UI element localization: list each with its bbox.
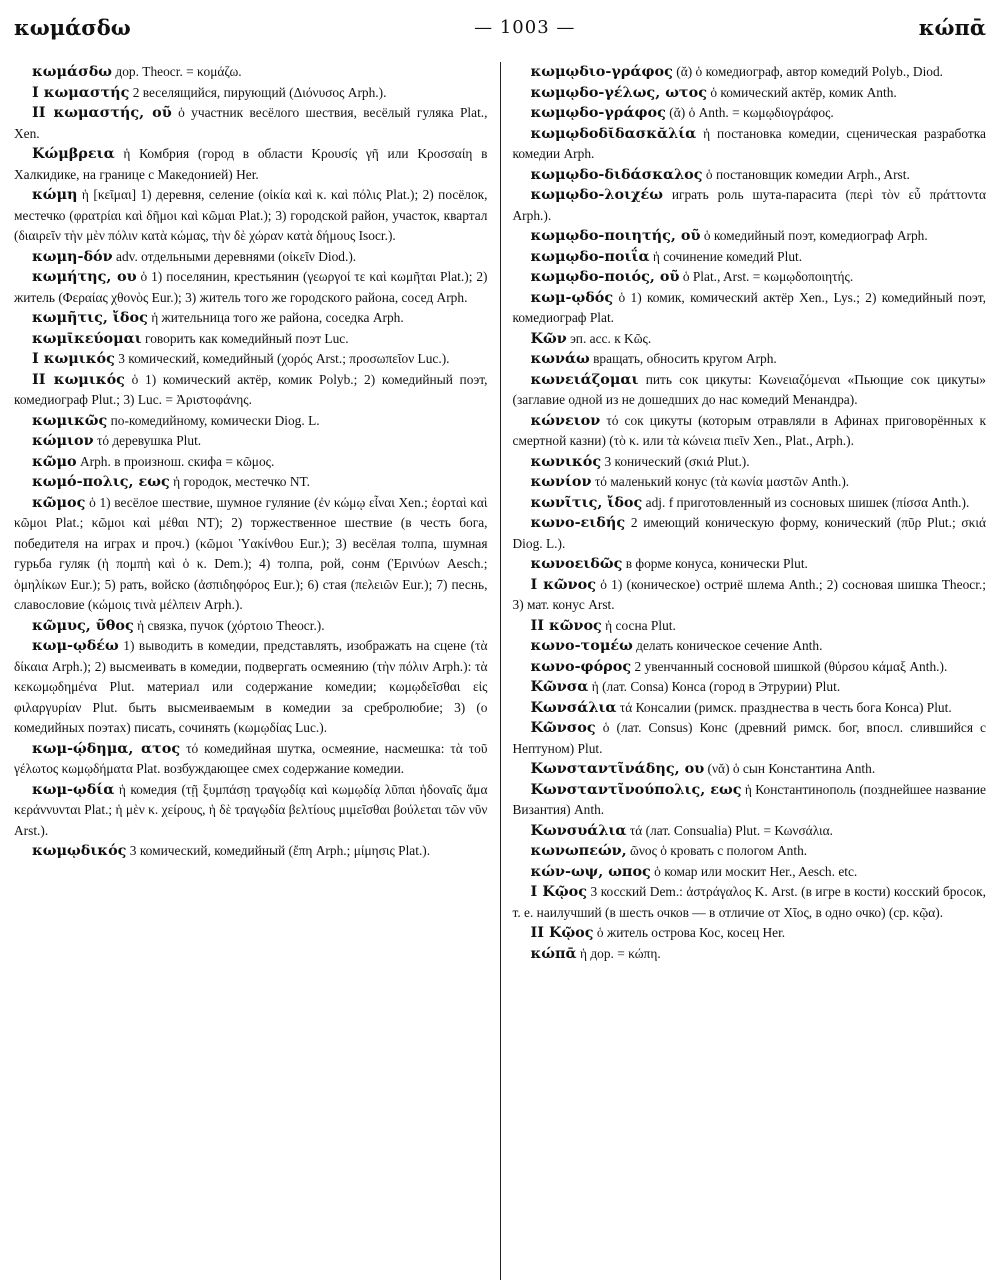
entry-headword: κώμη <box>32 186 78 203</box>
dictionary-entry <box>513 759 987 780</box>
dictionary-entry <box>513 841 987 862</box>
entry-headword: κωνικός <box>530 452 602 470</box>
dictionary-entry <box>513 821 987 842</box>
entry-definition: делать коническое сечение Anth. <box>636 638 823 653</box>
entry-headword: κωνο-τομέω <box>530 637 633 654</box>
dictionary-entry <box>513 267 987 288</box>
dictionary-entry <box>513 349 987 370</box>
dictionary-entry <box>513 165 987 186</box>
entry-headword: Κῶνσα <box>530 678 589 695</box>
entry-headword: Κωνσταντῖνούπολις, εως <box>530 780 742 798</box>
dictionary-entry <box>513 862 987 883</box>
entry-headword: κωμῳδο-λοιχέω <box>530 186 663 203</box>
dictionary-entry <box>513 616 987 637</box>
entry-headword: κωμῳδο-γέλως, ωτος <box>530 83 707 101</box>
dictionary-entry <box>14 329 488 350</box>
dictionary-entry <box>513 247 987 268</box>
entry-headword: κωνωπεών, <box>530 842 627 859</box>
entry-definition: ἡ сосна Plut. <box>605 617 676 633</box>
entry-headword: κών-ωψ, ωπος <box>530 862 651 880</box>
dictionary-entry <box>513 698 987 719</box>
entry-headword: κωμῳδο-ποιητής, οῦ <box>530 227 701 244</box>
dictionary-entry <box>513 554 987 575</box>
dictionary-entry <box>513 677 987 698</box>
dictionary-entry <box>513 411 987 452</box>
entry-headword: κωνῖτις, ἴδος <box>530 493 643 511</box>
entry-headword: Κῶνσος <box>530 719 596 736</box>
dictionary-entry <box>513 370 987 411</box>
entry-definition: Arph. в произнош. скифа = κῶμος. <box>79 453 275 469</box>
entry-headword: Κωνσταντῖνάδης, ου <box>530 760 705 777</box>
entry-headword: II κωμαστής, οῦ <box>32 104 172 121</box>
entry-headword: κώπᾱ <box>530 944 577 962</box>
entry-headword: κωνάω <box>530 350 590 367</box>
entry-definition: ἡ постановка комедии, сценическая разработка комедии Arph. <box>512 125 986 161</box>
entry-definition: adj. f приготовленный из сосновых шишек (πίσσα Anth.). <box>645 494 970 510</box>
entry-definition: ἡ [κεῖμαι] 1) деревня, селение (οἰκία καὶ κ. καὶ πόλις Plat.); 2) посёлок, местечко (φρατρίαι καὶ δῆμοι καὶ κῶμαι Plat.); 3) городской район, участок, квартал (διαιρεῖν τὴν μὲν πόλιν κατὰ κώμας, τὴν δὲ χώραν κατὰ δήμους Isocr.). <box>14 187 488 243</box>
entry-definition: ἡ жительница того же района, соседка Arph. <box>151 310 404 325</box>
entry-headword: Κωνσυάλια <box>530 821 627 839</box>
dictionary-entry <box>14 103 488 144</box>
dictionary-entry <box>14 83 488 104</box>
entry-definition: ὁ 1) комический актёр, комик Polyb.; 2) комедийный поэт, комедиограф Plut.; 3) Luc. = Ἀριστοφάνης. <box>14 371 488 407</box>
entry-headword: κωμ-ῳδός <box>530 288 614 306</box>
dictionary-entry <box>14 739 488 780</box>
dictionary-entry <box>14 247 488 268</box>
dictionary-entry <box>513 513 987 554</box>
entry-headword: Κώμβρεια <box>32 145 115 162</box>
entry-headword: κωνο-φόρος <box>530 657 632 675</box>
entry-definition: ὁ постановщик комедии Arph., Arst. <box>705 166 910 182</box>
entry-definition: (ᾰ) ὁ комедиограф, автор комедий Polyb., Diod. <box>676 64 944 79</box>
dictionary-entry <box>14 267 488 308</box>
dictionary-entry <box>513 780 987 821</box>
entry-headword: κωμῳδιο-γράφος <box>530 63 673 80</box>
dictionary-entry <box>14 349 488 370</box>
entry-definition: τό сок цикуты (которым отравляли в Афинах приговорённых к смертной казни) (τὸ κ. или τὰ κώνεια πιεῖν Xen., Plat., Arph.). <box>512 412 986 448</box>
dictionary-entry <box>513 493 987 514</box>
dictionary-entry <box>513 329 987 350</box>
dictionary-entry <box>513 923 987 944</box>
entry-headword: κωνειάζομαι <box>530 370 639 388</box>
entry-headword: κῶμυς, ῦθος <box>32 616 134 634</box>
entry-definition: пить сок цикуты: Κωνειαζόμεναι «Пьющие сок цикуты» (заглавие одной из не дошедших до нас комедий Менандра). <box>512 371 986 407</box>
entry-headword: κωμήτης, ου <box>32 268 137 285</box>
dictionary-entry <box>513 185 987 226</box>
entry-definition: τό деревушка Plut. <box>96 433 202 448</box>
entry-definition: ἡ (лат. Consa) Конса (город в Этрурии) Plut. <box>591 679 841 694</box>
dictionary-entry <box>14 185 488 247</box>
dictionary-entry <box>14 616 488 637</box>
entry-definition: говорить как комедийный поэт Luc. <box>145 330 349 346</box>
dictionary-entry <box>513 62 987 83</box>
entry-definition: τό маленький конус (τὰ κωνία μαστῶν Anth.). <box>594 474 850 489</box>
dictionary-entry <box>513 944 987 965</box>
entry-definition: ὁ участник весёлого шествия, весёлый гуляка Plat., Xen. <box>14 105 488 141</box>
entry-headword: κωμῳδο-γράφος <box>530 104 666 121</box>
entry-headword: κωμῑκεύομαι <box>32 329 142 347</box>
entry-headword: κωμικῶς <box>32 411 108 429</box>
entry-headword: κῶμος <box>32 493 86 511</box>
entry-definition: по-комедийному, комически Diog. L. <box>110 412 320 428</box>
dictionary-entry <box>14 493 488 616</box>
entry-definition: дор. Theocr. = κομάζω. <box>115 64 242 79</box>
dictionary-entry <box>14 62 488 83</box>
dictionary-entry <box>513 288 987 329</box>
entry-definition: 3 комический, комедийный (χορός Arst.; προσωπεῖον Luc.). <box>118 351 450 366</box>
dictionary-entry <box>14 636 488 739</box>
dictionary-entry <box>14 780 488 842</box>
entry-definition: ὁ 1) комик, комический актёр Xen., Lys.; 2) комедийный поэт, комедиограф Plat. <box>512 289 986 325</box>
entry-definition: ὁ житель острова Кос, косец Her. <box>596 925 786 940</box>
entry-headword: κωνο-ειδής <box>530 514 626 531</box>
entry-definition: ἡ комедия (τῇ ξυμπάσῃ τραγῳδίᾳ καὶ κωμῳδίᾳ λῦπαι ἡδοναῖς ἅμα κεράννυνται Plat.; ἡ μὲν κ. χείρους, ἡ δὲ τραγῳδία βελτίους μιμεῖσθαι βούλεται τῶν νῦν Arst.). <box>14 781 488 838</box>
dictionary-entry <box>513 83 987 104</box>
entry-headword: κωνίον <box>530 473 592 490</box>
entry-headword: κωμῆτις, ἴδος <box>32 309 148 326</box>
entry-headword: κῶμο <box>32 452 77 470</box>
dictionary-entry <box>14 431 488 452</box>
entry-definition: 3 косский Dem.: ἀστράγαλος Κ. Arst. (в игре в кости) косский бросок, т. е. наилучший (в шесть очков — в отличие от Χῖος, в одно очко) (ср. κῷα). <box>512 884 986 920</box>
entry-definition: ἡ Константинополь (позднейшее название Византия) Anth. <box>512 781 986 817</box>
entry-headword: κωμῳδικός <box>32 842 127 859</box>
entry-definition: τά (лат. Consualia) Plut. = Κωνσάλια. <box>629 822 833 838</box>
entry-definition: ὁ 1) (коническое) остриё шлема Anth.; 2) сосновая шишка Theocr.; 3) мат. конус Arst. <box>512 576 986 612</box>
entry-definition: ἡ сочинение комедий Plut. <box>652 248 803 264</box>
entry-definition: adv. отдельными деревнями (οἰκεῖν Diod.). <box>116 248 357 264</box>
dictionary-entry <box>513 124 987 165</box>
dictionary-entry <box>14 144 488 185</box>
dictionary-entry <box>14 841 488 862</box>
entry-headword: κωμ-ῳδία <box>32 780 115 798</box>
entry-headword: κώνειον <box>530 411 601 429</box>
entry-headword: II κῶνος <box>530 616 602 634</box>
entry-definition: играть роль шута-парасита (περὶ τὸν εὖ πράττοντα Arph.). <box>512 187 986 223</box>
entry-definition: ὁ комедийный поэт, комедиограф Arph. <box>703 228 928 243</box>
dictionary-entry <box>513 472 987 493</box>
dictionary-entry <box>14 370 488 411</box>
entry-definition: эп. acc. к Κῶς. <box>570 330 652 346</box>
entry-definition: ὁ комический актёр, комик Anth. <box>710 84 897 100</box>
entry-headword: κωμό-πολις, εως <box>32 473 170 490</box>
dictionary-entry <box>513 452 987 473</box>
entry-definition: ὁ комар или москит Her., Aesch. etc. <box>654 863 858 879</box>
left-running-headword: κωμάσδω <box>14 14 131 40</box>
entry-definition: τό комедийная шутка, осмеяние, насмешка: τὰ τοῦ γέλωτος κωμῳδήματα Plat. возбуждающее смех содержание комедии. <box>14 740 488 776</box>
entry-definition: ὁ 1) поселянин, крестьянин (γεωργοί τε καὶ κωμῆται Plat.); 2) житель (Φεραίας χθονὸς Eur.); 3) житель того же городского района, сосед Arph. <box>14 269 488 305</box>
dictionary-entry <box>513 657 987 678</box>
entry-definition: 3 конический (σκιά Plut.). <box>604 453 750 469</box>
entry-definition: ὁ (лат. Consus) Конс (древний римск. бог, впосл. слившийся с Нептуном) Plut. <box>512 720 986 756</box>
dictionary-entry <box>14 411 488 432</box>
dictionary-entry <box>14 308 488 329</box>
entry-headword: κωμ-ῳδέω <box>32 637 119 654</box>
entry-definition: ἡ городок, местечко NT. <box>173 474 311 489</box>
entry-headword: κώμιον <box>32 432 94 449</box>
dictionary-entry <box>513 575 987 616</box>
entry-definition: ὁ Plat., Arst. = κωμῳδοποιητής. <box>682 269 854 284</box>
entry-headword: κωνοειδῶς <box>530 555 623 572</box>
entry-definition: ῶνος ὁ кровать с пологом Anth. <box>630 843 808 858</box>
dictionary-entry <box>14 472 488 493</box>
entry-definition: ἡ связка, пучок (χόρτοιο Theocr.). <box>137 617 325 633</box>
entry-definition: 2 увенчанный сосновой шишкой (θύρσου κάμαξ Anth.). <box>634 658 948 674</box>
entry-definition: 1) выводить в комедии, представлять, изображать на сцене (τὰ δίκαια Arph.); 2) высмеивать в комедии, подвергать осмеянию (τὴν πόλιν Arph.): τὰ κεκωμῳδημένα Plut. материал или содержание комедии; κωμῳδεῖσθαι εἰς φιλαργυρίαν Plut. быть высмеиваемым в комедии за сребролюбие; 3) (о комедийных поэтах) писать, сочинять (κωμῳδίας Luc.). <box>14 638 488 735</box>
page-header <box>14 12 986 42</box>
entry-headword: I κωμικός <box>32 350 115 367</box>
entry-definition: ἡ Комбрия (город в области Κρουσίς γῆ или Κροσσαίη в Халкидике, на границе с Македонией) Her. <box>14 146 488 182</box>
entry-headword: I Κῷος <box>530 883 587 900</box>
entry-headword: κωμη-δόν <box>32 247 113 265</box>
entry-headword: κωμῳδο-διδάσκαλος <box>530 165 703 183</box>
columns <box>14 62 986 1280</box>
dictionary-entry <box>513 226 987 247</box>
entry-definition: (ᾰ) ὁ Anth. = κωμῳδιογράφος. <box>669 105 834 120</box>
entry-headword: κωμῳδο-ποιός, οῦ <box>530 268 680 285</box>
entry-headword: I κωμαστής <box>32 83 130 101</box>
entry-definition: в форме конуса, конически Plut. <box>625 556 808 571</box>
right-column <box>500 62 987 1280</box>
entry-headword: κωμῳδοδῐδασκᾰλία <box>530 124 697 142</box>
entry-definition: ἡ дор. = κώπη. <box>579 945 661 961</box>
entry-headword: I κῶνος <box>530 575 596 593</box>
entry-definition: ὁ 1) весёлое шествие, шумное гуляние (ἐν κώμῳ εἶναι Xen.; ἑορταὶ καὶ κῶμοι Plat.; κῶμοι καὶ μέθαι NT); 2) торжественное шествие (в честь бога, победителя на играх и проч.) (κῶμοι Ὑακίνθου Eur.); 3) весёлая толпа, шумная гурьба гуляк (ἡ πομπὴ καὶ ὁ κ. Dem.); 4) толпа, рой, сонм (Ἐρινύων Aesch.; ὁμηλίκων Eur.); 5) рать, войско (ἀσπιδηφόρος Eur.); 6) стая (πελειῶν Eur.); 7) песнь, славословие (κώμοις τινὰ μέλπειν Arph.). <box>14 494 488 612</box>
entry-definition: τά Консалии (римск. празднества в честь бога Конса) Plut. <box>619 699 952 715</box>
dictionary-entry <box>14 452 488 473</box>
entry-headword: II κωμικός <box>32 370 125 388</box>
right-running-headword: κώπᾱ <box>918 14 986 40</box>
entry-headword: Κωνσάλια <box>530 698 617 716</box>
left-column <box>14 62 500 1280</box>
dictionary-entry <box>513 103 987 124</box>
entry-headword: II Κῷος <box>530 924 594 941</box>
entry-definition: 3 комический, комедийный (ἔπη Arph.; μίμησις Plat.). <box>129 843 431 858</box>
entry-headword: κωμῳδο-ποιΐα <box>530 247 650 265</box>
dictionary-entry <box>513 882 987 923</box>
entry-definition: вращать, обносить кругом Arph. <box>593 351 777 366</box>
page-number: — 1003 — <box>474 16 576 38</box>
entry-definition: 2 имеющий коническую форму, конический (πῦρ Plut.; σκιά Diog. L.). <box>512 515 986 551</box>
entry-definition: 2 веселящийся, пирующий (Διόνυσος Arph.). <box>132 84 387 100</box>
entry-headword: κωμ-ῴδημα, ατος <box>32 739 181 757</box>
dictionary-entry <box>513 636 987 657</box>
entry-headword: Κῶν <box>530 329 567 347</box>
entry-definition: (νᾰ) ὁ сын Константина Anth. <box>707 761 876 776</box>
dictionary-entry <box>513 718 987 759</box>
entry-headword: κωμάσδω <box>32 63 113 80</box>
